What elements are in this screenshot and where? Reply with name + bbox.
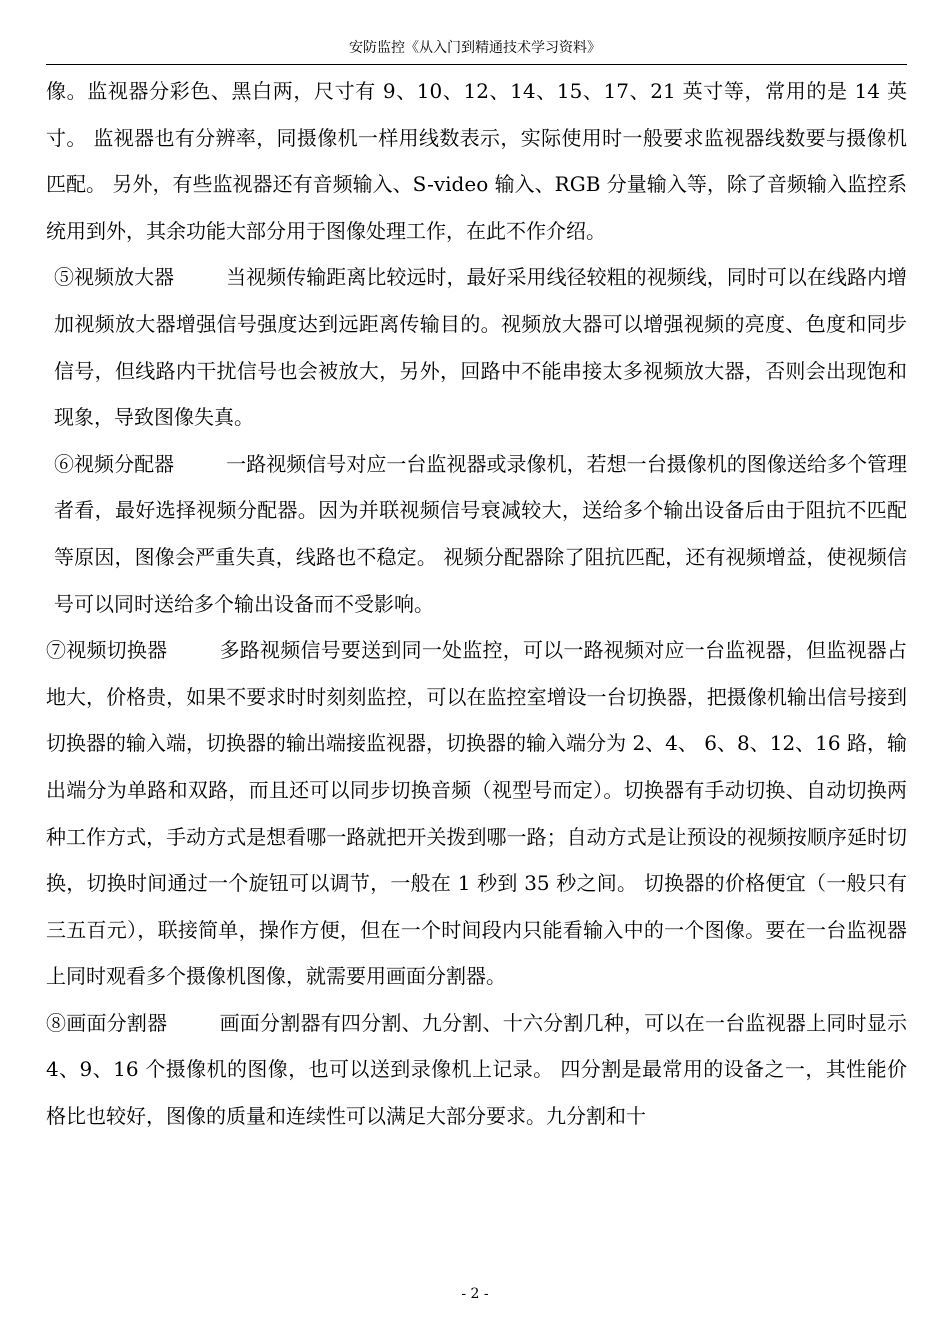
paragraph-video-distributor [46, 441, 907, 627]
section-heading-screen-splitter: ⑧画面分割器 [46, 1010, 168, 1035]
paragraph-text: 多路视频信号要送到同一处监控，可以一路视频对应一台监视器，但监视器占地大，价格贵，如果不要求时时刻刻监控，可以在监控室增设一台切换器，把摄像机输出信号接到切换器的输入端，切换器的输出端接监视器，切换器的输入端分为 2、4、 6、8、12、16 路，输出端分为单路和双路，而且还可以同步切换音频（视型号而定）。切换器有手动切换、自动切换两种工作方式，手动方式是想看哪一路就把开关拨到哪一路；自动方式是让预设的视频按顺序延时切换，切换时间通过一个旋钮可以调节，一般在 1 秒到 35 秒之间。 切换器的价格便宜（一般只有三五百元），联接简单，操作方便，但在一个时间段内只能看输入中的一个图像。要在一台监视器上同时观看多个摄像机图像，就需要用画面分割器。 [46, 638, 908, 989]
section-heading-video-amplifier: ⑤视频放大器 [54, 265, 175, 290]
paragraph-text: 一路视频信号对应一台监视器或录像机，若想一台摄像机的图像送给多个管理者看，最好选择视频分配器。因为并联视频信号衰减较大，送给多个输出设备后由于阻抗不匹配等原因，图像会严重失真，线路也不稳定。 视频分配器除了阻抗匹配，还有视频增益，使视频信号可以同时送给多个输出设备而不受影响。 [54, 451, 908, 616]
section-heading-video-distributor: ⑥视频分配器 [54, 451, 175, 476]
page-header: 安防监控《从入门到精通技术学习资料》 [349, 40, 601, 56]
paragraph-screen-splitter [46, 1000, 907, 1140]
paragraph-text: 画面分割器有四分割、九分割、十六分割几种，可以在一台监视器上同时显示 4、9、16 个摄像机的图像，也可以送到录像机上记录。 四分割是最常用的设备之一，其性能价格比也较好，图像的质量和连续性可以满足大部分要求。九分割和十 [46, 1010, 908, 1129]
document-body [46, 68, 907, 1140]
section-heading-video-switcher: ⑦视频切换器 [46, 638, 168, 663]
page-number: - 2 - [461, 1286, 489, 1302]
paragraph-text: 像。监视器分彩色、黑白两，尺寸有 9、10、12、14、15、17、21 英寸等，常用的是 14 英寸。 监视器也有分辨率，同摄像机一样用线数表示，实际使用时一般要求监视器线数要与摄像机匹配。 另外，有些监视器还有音频输入、S-video 输入、RGB 分量输入等，除了音频输入监控系统用到外，其余功能大部分用于图像处理工作，在此不作介绍。 [46, 79, 907, 243]
paragraph-video-switcher [46, 627, 907, 1000]
paragraph-video-amplifier [46, 254, 907, 440]
header-divider [46, 64, 907, 65]
paragraph-monitor-continued [46, 68, 907, 254]
paragraph-text: 当视频传输距离比较远时，最好采用线径较粗的视频线，同时可以在线路内增加视频放大器增强信号强度达到远距离传输目的。视频放大器可以增强视频的亮度、色度和同步信号，但线路内干扰信号也会被放大，另外，回路中不能串接太多视频放大器，否则会出现饱和现象，导致图像失真。 [54, 265, 908, 430]
